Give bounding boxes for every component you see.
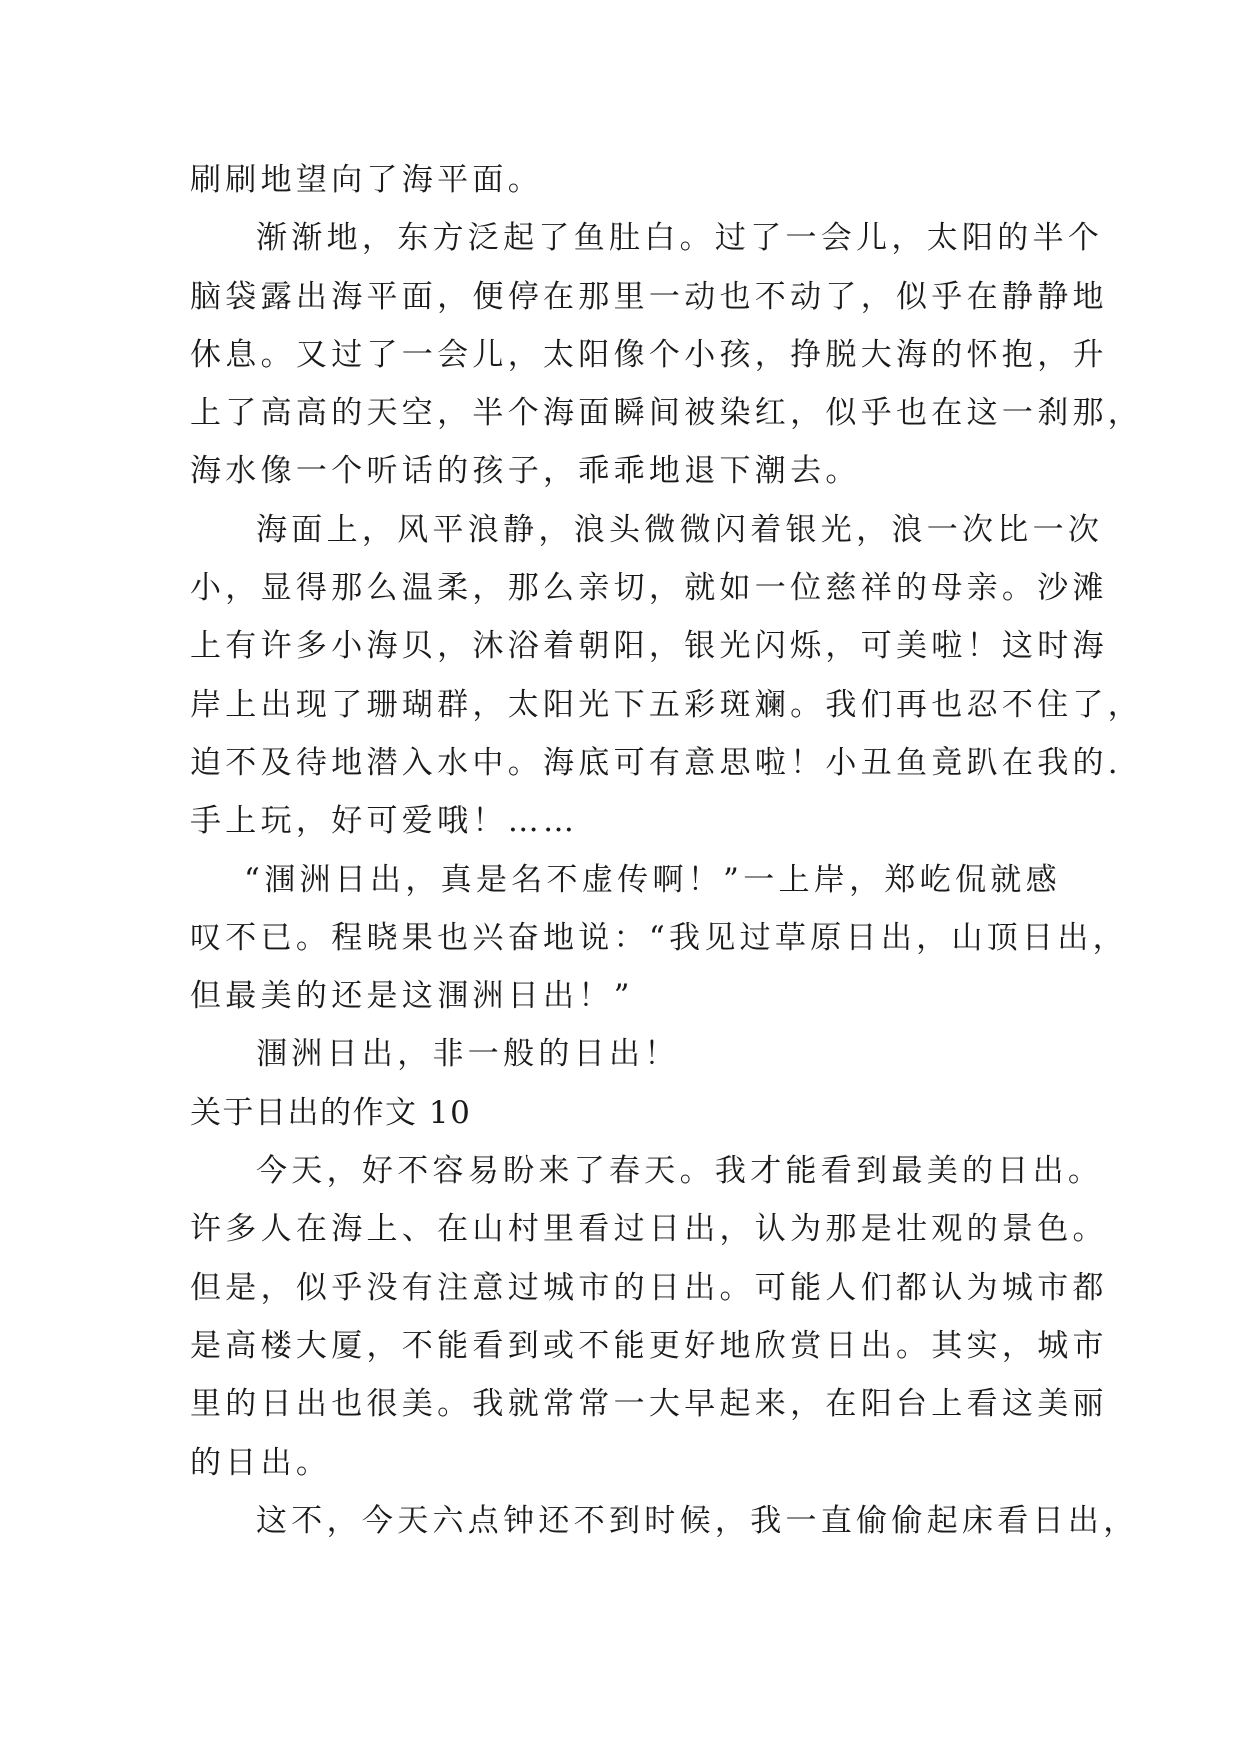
text-line: 上有许多小海贝，沐浴着朝阳，银光闪烁，可美啦！这时海 xyxy=(190,628,1108,665)
text-line: 上了高高的天空，半个海面瞬间被染红，似乎也在这一刹那， xyxy=(190,395,1144,432)
text-line: 脑袋露出海平面，便停在那里一动也不动了，似乎在静静地 xyxy=(190,278,1108,315)
text-line: 里的日出也很美。我就常常一大早起来，在阳台上看这美丽 xyxy=(190,1386,1108,1423)
text-line: 是高楼大厦，不能看到或不能更好地欣赏日出。其实，城市 xyxy=(190,1327,1108,1364)
text-line: 的日出。 xyxy=(190,1444,332,1481)
section-heading: 关于日出的作文 10 xyxy=(190,1094,472,1131)
text-line: 刷刷地望向了海平面。 xyxy=(190,162,543,198)
text-line: 手上玩，好可爱哦！…… xyxy=(190,803,579,840)
text-line: 小，显得那么温柔，那么亲切，就如一位慈祥的母亲。沙滩 xyxy=(190,570,1108,607)
text-line: 许多人在海上、在山村里看过日出，认为那是壮观的景色。 xyxy=(190,1211,1108,1248)
text-line: 叹不已。程晓果也兴奋地说：“我见过草原日出，山顶日出， xyxy=(190,919,1128,956)
text-line: 休息。又过了一会儿，太阳像个小孩，挣脱大海的怀抱，升 xyxy=(190,336,1108,373)
text-line: 渐渐地，东方泛起了鱼肚白。过了一会儿，太阳的半个 xyxy=(256,220,1104,257)
text-line: 今天，好不容易盼来了春天。我才能看到最美的日出。 xyxy=(256,1153,1104,1190)
text-line: 这不，今天六点钟还不到时候，我一直偷偷起床看日出， xyxy=(256,1502,1139,1539)
text-line: 岸上出现了珊瑚群，太阳光下五彩斑斓。我们再也忍不住了， xyxy=(190,686,1144,723)
text-line: 涠洲日出，非一般的日出！ xyxy=(256,1036,680,1073)
text-line: 但是，似乎没有注意过城市的日出。可能人们都认为城市都 xyxy=(190,1269,1108,1306)
text-line: 迫不及待地潜入水中。海底可有意思啦！小丑鱼竟趴在我的. xyxy=(190,744,1122,781)
essay-text xyxy=(190,151,1144,1550)
text-line: “涠洲日出，真是名不虚传啊！”一上岸，郑屹侃就感 xyxy=(244,861,1061,898)
text-line: 海水像一个听话的孩子，乖乖地退下潮去。 xyxy=(190,453,861,490)
text-line: 但最美的还是这涠洲日出！” xyxy=(190,978,634,1015)
text-line: 海面上，风平浪静，浪头微微闪着银光，浪一次比一次 xyxy=(256,511,1104,548)
